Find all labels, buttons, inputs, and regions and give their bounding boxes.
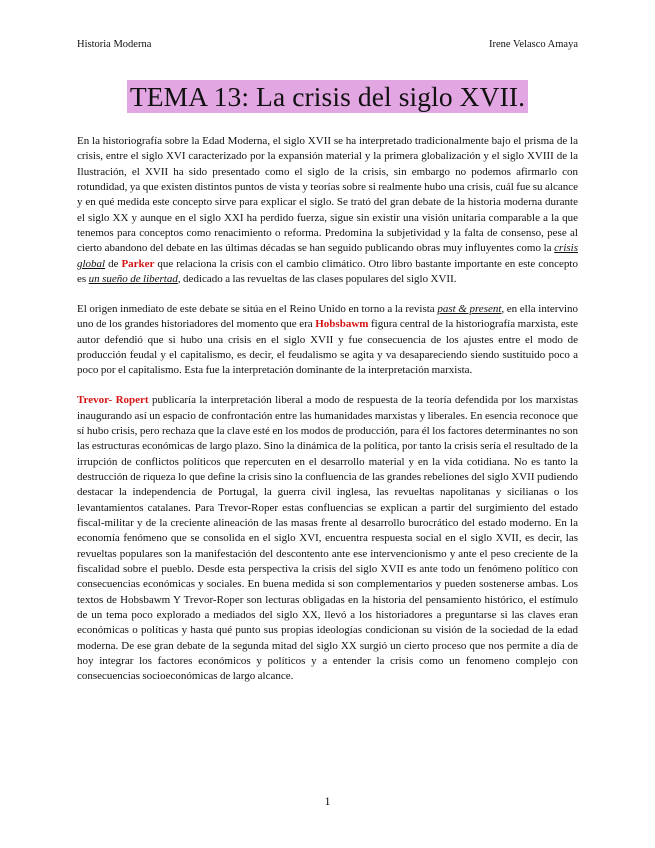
author-parker: Parker [121, 257, 155, 270]
header-author-name: Irene Velasco Amaya [488, 39, 578, 50]
paragraph-1 [77, 134, 578, 287]
paragraph-2 [77, 302, 578, 379]
p1-text-b: de [105, 257, 122, 270]
title-container [0, 80, 655, 113]
page-number: 1 [324, 794, 331, 808]
book-title-sueno-libertad: un sueño de libertad [88, 273, 178, 286]
author-trevor-roper: Trevor- Ropert [77, 394, 149, 407]
page-title: TEMA 13: La crisis del siglo XVII. [127, 80, 528, 113]
document-body [77, 134, 578, 699]
header-course-name: Historia Moderna [77, 39, 152, 50]
p1-text-d: , dedicado a las revueltas de las clases populares del siglo XVII. [177, 273, 457, 286]
paragraph-3 [77, 393, 578, 685]
p3-text-a: publicaría la interpretación liberal a modo de respuesta de la teoría defendida por los marxistas inaugurando así un espacio de confrontación entre las humanidades marxistas y liberales. En esencia reconoce que sí hubo crisis, pero rechaza que la clave esté en los modos de producción, para él los factores determinantes no son las estructuras económicas de largo plazo. Sino la dinámica de la política, por tanto la crisis sería el resultado de la irrupción de conflictos políticos que repercuten en el desarrollo material y en la vida cotidiana. No es tanto la destrucción de riqueza lo que define la crisis sino la confluencia de las grandes rebeliones del siglo XVII pudiendo destacar la independencia de Portugal, la guerra civil inglesa, las revueltas napolitanas y sicilianas o los levantamientos catalanes. Para Trevor-Roper estas confluencias se explican a partir del surgimiento del estado fiscal-militar y de la creciente alineación de las masas frente al desarrollo burocrático del estado moderno. En la economía fenómeno que se consolida en el siglo XVI, encuentra respuesta social en el siglo XVII, es decir, las revueltas populares son la manifestación del descontento ante ese intervencionismo y ante el peso creciente de la fiscalidad sobre el pueblo. Desde esta perspectiva la crisis del siglo XVII es ante todo un fenómeno político con consecuencias económicas y sociales. En buena medida si son complementarios y pueden sostenerse ambas. Los textos de Hobsbawm Y Trevor-Roper son lecturas obligadas en la historia del pensamiento histórico, el estímulo de un tema poco explorado a mediados del siglo XX, llevó a los historiadores a preguntarse si las claves eran económicas o políticas y hasta qué punto sus propias ideologías condicionan su visión de la sociedad de la edad moderna. De ese gran debate de la segunda mitad del siglo XX surgió un cierto proceso que nos permite a día de hoy integrar los factores económicos y políticos y a entender la crisis como un fenomeno complejo con consecuencias socioeconómicas de largo alcance. [77, 394, 578, 683]
p2-text-c: figura central de la historiografía marxista, este autor defendió que si hubo una crisis en el siglo XVII y fue consecuencia de los ajustes entre el modo de producción feudal y el capitalismo, es decir, el feudalismo se agita y va desapareciendo siendo sustituido poco a poco por el capitalismo. Esta fue la interpretación dominante de la interpretación marxista. [77, 318, 578, 377]
p2-text-b: , en ella intervino uno de los grandes historiadores del momento que era [77, 302, 578, 331]
p1-text-c: que relaciona la crisis con el cambio climático. Otro libro bastante importante en este concepto es [77, 257, 578, 286]
author-hobsbawm: Hobsbawm [315, 318, 369, 331]
p2-text-a: El origen inmediato de este debate se sitúa en el Reino Unido en torno a la revista [77, 302, 438, 315]
book-title-crisis-global: crisis global [77, 242, 578, 270]
journal-past-present: past & present [437, 302, 502, 315]
p1-text-a: En la historiografía sobre la Edad Moderna, el siglo XVII se ha interpretado tradicionalmente bajo el prisma de la crisis, entre el siglo XVI caracterizado por la expansión material y la primera globalización y el siglo XVIII de la Ilustración, el XVII ha sido presentado como el siglo de la crisis, sin embargo no podemos afirmarlo con rotundidad, ya que existen distintos puntos de vista y teorías sobre si realmente hubo una crisis, cuál fue su alcance y en qué medida este concepto sirve para explicar el siglo. Se trató del gran debate de la historia moderna durante el siglo XX y aunque en el siglo XXI ha perdido fuerza, sigue sin existir una visión unitaria comparable a la que tenemos para conceptos como renacimiento o reforma. Predomina la subjetividad y la falta de consenso, pese al cierto abandono del debate en las últimas décadas se han seguido publicando obras muy influyentes como la [77, 135, 578, 255]
